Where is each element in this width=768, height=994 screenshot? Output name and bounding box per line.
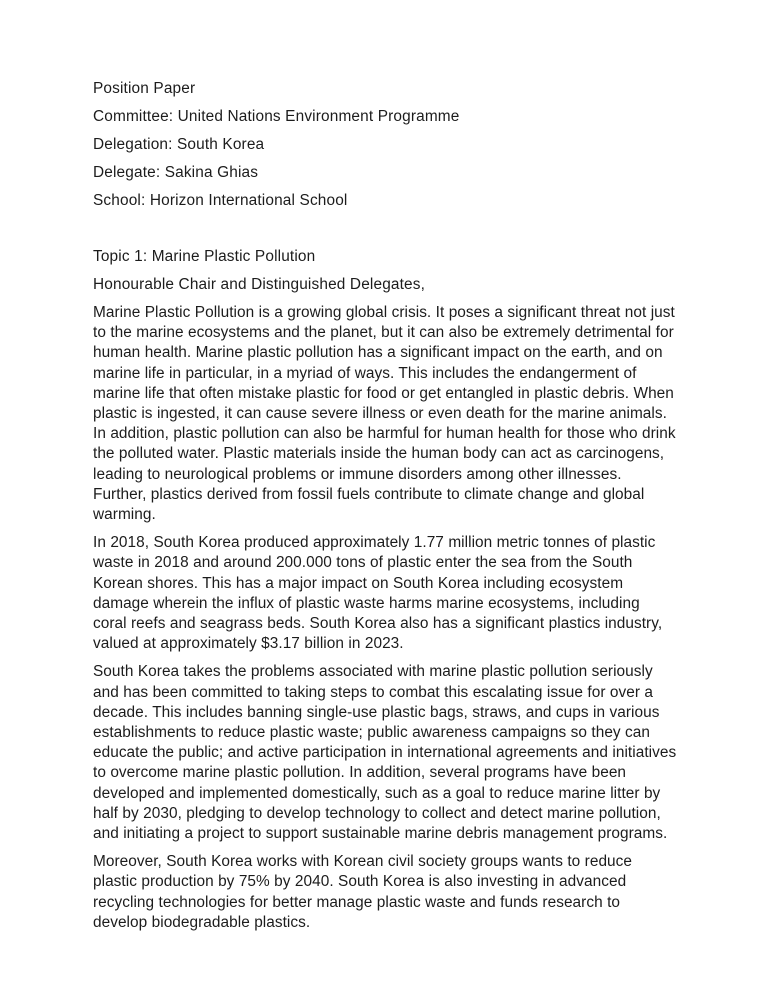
blank-line-separator [93,219,677,247]
body-paragraph-3: South Korea takes the problems associated with marine plastic pollution seriously and has been committed to taking steps to combat this escalating issue for over a decade. This includes banning single-use plastic bags, straws, and cups in various establishments to reduce plastic waste; public awareness campaigns so they can educate the public; and active participation in international agreements and initiatives to overcome marine plastic pollution. In addition, several programs have been developed and implemented domestically, such as a goal to reduce marine litter by half by 2030, pledging to develop technology to collect and detect marine pollution, and initiating a project to support sustainable marine debris management programs. [93,663,677,843]
delegate-line: Delegate: Sakina Ghias [93,164,259,181]
body-paragraph-4: Moreover, South Korea works with Korean civil society groups wants to reduce plastic production by 75% by 2040. South Korea is also investing in advanced recycling technologies for better manage plastic waste and funds research to develop biodegradable plastics. [93,853,633,931]
delegation-line: Delegation: South Korea [93,136,265,153]
body-paragraph-2: In 2018, South Korea produced approximately 1.77 million metric tonnes of plastic waste in 2018 and around 200.000 tons of plastic enter the sea from the South Korean shores. This has a major impact on South Korea including ecosystem damage wherein the influx of plastic waste harms marine ecosystems, including coral reefs and seagrass beds. South Korea also has a significant plastics industry, valued at approximately $3.17 billion in 2023. [93,534,663,653]
topic-heading: Topic 1: Marine Plastic Pollution [93,248,316,265]
document-text-column [93,79,677,933]
document-title: Position Paper [93,80,196,97]
body-paragraph-1: Marine Plastic Pollution is a growing global crisis. It poses a significant threat not just to the marine ecosystems and the planet, but it can also be extremely detrimental for human health. Marine plastic pollution has a significant impact on the earth, and on marine life in particular, in a myriad of ways. This includes the endangerment of marine life that often mistake plastic for food or get entangled in plastic debris. When plastic is ingested, it can cause severe illness or even death for the marine animals. In addition, plastic pollution can also be harmful for human health for those who drink the polluted water. Plastic materials inside the human body can act as carcinogens, leading to neurological problems or immune disorders among other illnesses. Further, plastics derived from fossil fuels contribute to climate change and global warming. [93,304,676,524]
salutation-line: Honourable Chair and Distinguished Delegates, [93,276,426,293]
committee-line: Committee: United Nations Environment Programme [93,108,460,125]
school-line: School: Horizon International School [93,192,348,209]
